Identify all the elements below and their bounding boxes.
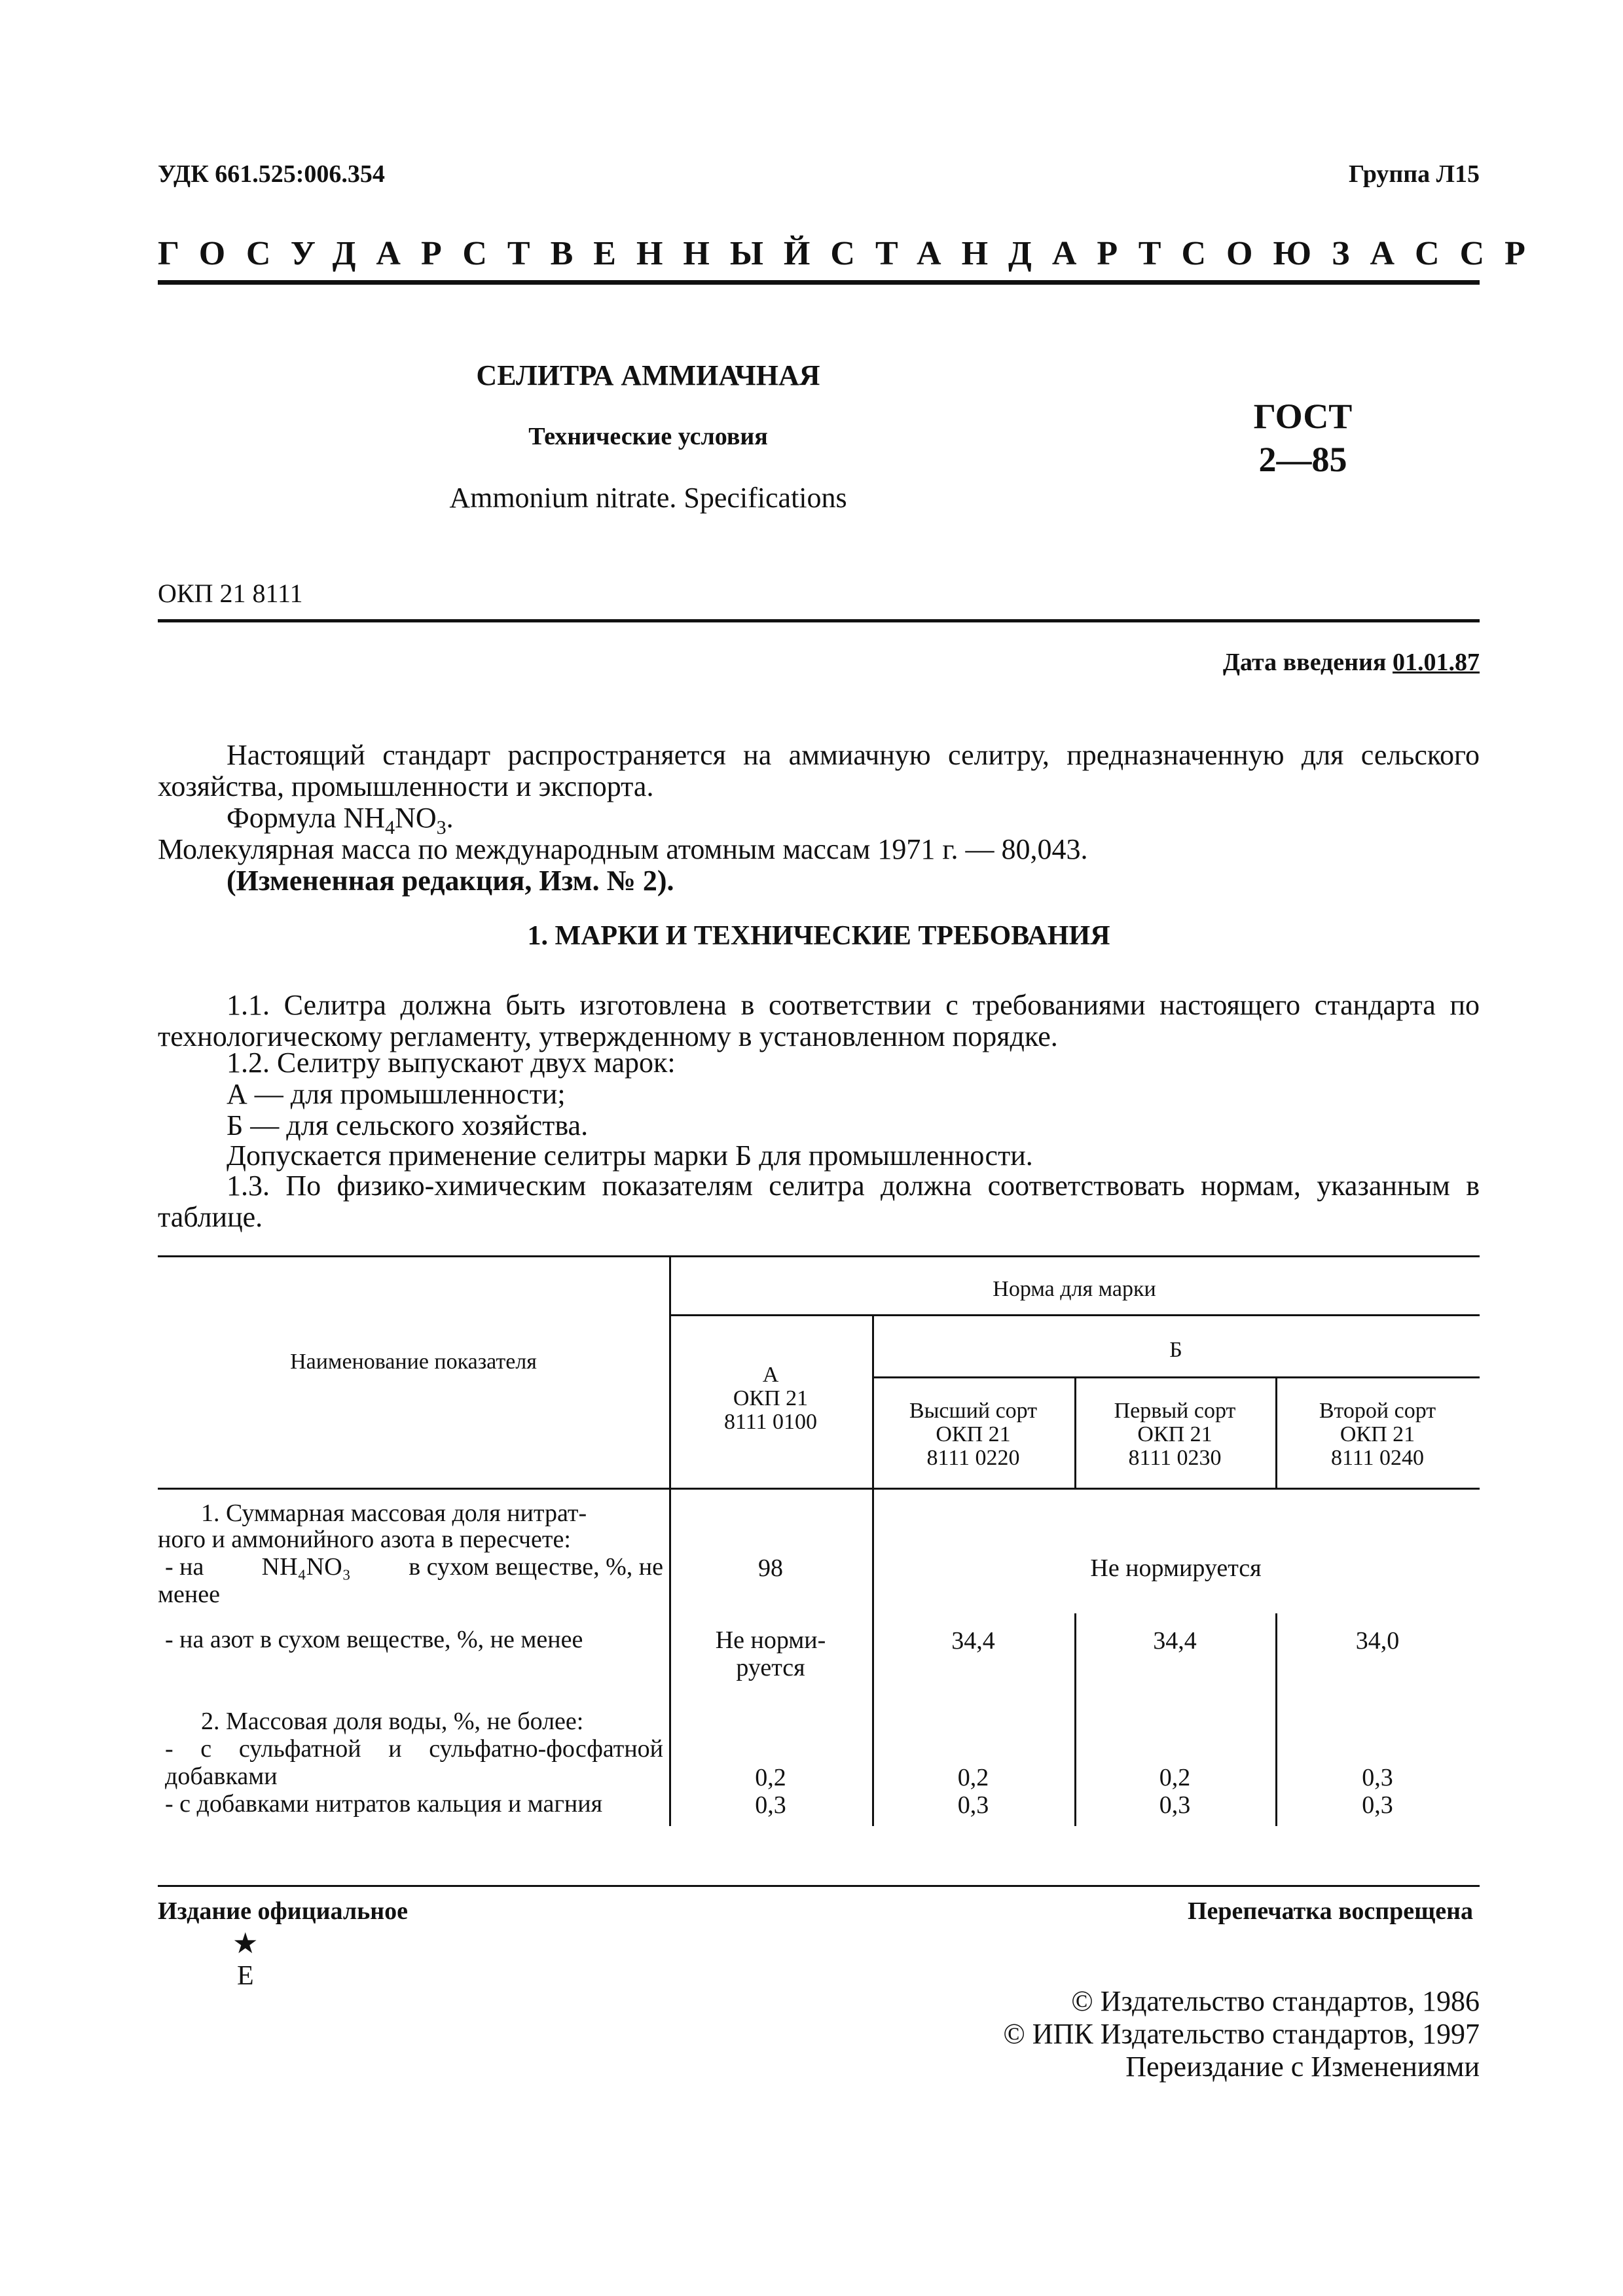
gost-designation <box>1178 395 1427 481</box>
row1a-end: менее <box>158 1581 220 1608</box>
grade-a-header-line: ОКП 21 <box>733 1386 809 1410</box>
clause-1-1: 1.1. Селитра должна быть изготовлена в соответствии с требованиями настоящего стандарта по технологическому регламенту, утвержденному в установленном порядке. <box>158 989 1480 1052</box>
grade-a-header-line: 8111 0100 <box>724 1410 817 1434</box>
grade-a-header-line: А <box>762 1363 779 1387</box>
copyright-1997: © ИПК Издательство стандартов, 1997 <box>1003 2018 1480 2050</box>
row2b-value-a: 0,3 <box>755 1791 786 1819</box>
header-line: Высший сорт <box>909 1399 1038 1423</box>
star-icon: ★ <box>232 1928 259 1960</box>
reprint-prohibited: Перепечатка воспрещена <box>1187 1897 1473 1925</box>
column-header-norm: Норма для марки <box>993 1277 1156 1301</box>
edition-letter: Е <box>237 1961 254 1991</box>
formula-no: NO <box>395 802 437 834</box>
table-top-rule <box>158 1255 1480 1257</box>
row2b-value-first: 0,3 <box>1159 1791 1191 1819</box>
grade-b-second-header <box>1275 1399 1480 1470</box>
footer-rule <box>158 1885 1480 1887</box>
header-line: Второй сорт <box>1319 1399 1436 1423</box>
column-header-name: Наименование показателя <box>290 1350 537 1374</box>
formula-end: . <box>446 802 454 834</box>
value-line: руется <box>736 1654 805 1681</box>
formula-sub-3: 3 <box>436 816 447 838</box>
copyright-1986: © Издательство стандартов, 1986 <box>1071 1985 1480 2017</box>
row1a-label <box>165 1554 663 1580</box>
row2-title: 2. Массовая доля воды, %, не более: <box>201 1708 584 1735</box>
row1b-label: - на азот в сухом веществе, %, не менее <box>165 1626 583 1653</box>
row1b-value-first: 34,4 <box>1153 1627 1197 1655</box>
state-standard-word: СОЮЗА <box>1181 235 1415 272</box>
header-line: ОКП 21 <box>1340 1422 1415 1446</box>
formula-label: Формула <box>227 802 337 834</box>
date-label: Дата введения <box>1222 649 1387 676</box>
document-subtitle: Технические условия <box>528 423 768 450</box>
grade-b-first-header <box>1074 1399 1275 1470</box>
date-value: 01.01.87 <box>1393 649 1480 676</box>
row2a-value-first: 0,2 <box>1159 1764 1191 1791</box>
state-standard-word: ССР <box>1415 235 1546 272</box>
row2b-label: - с добавками нитратов кальция и магния <box>165 1790 603 1818</box>
clause-1-2: 1.2. Селитру выпускают двух марок: <box>227 1047 676 1079</box>
row2a-value-second: 0,3 <box>1362 1764 1393 1791</box>
header-line: 8111 0230 <box>1128 1446 1222 1470</box>
okp-code: ОКП 21 8111 <box>158 579 303 608</box>
grade-a-header <box>669 1363 872 1434</box>
table-vline-name <box>669 1255 671 1826</box>
official-edition: Издание официальное <box>158 1897 409 1925</box>
group-code: Группа Л15 <box>1348 160 1480 188</box>
row2a-label-line2: добавками <box>165 1763 278 1790</box>
amendment-note: (Измененная редакция, Изм. № 2). <box>227 865 674 897</box>
title-rule <box>158 619 1480 622</box>
header-rule <box>158 280 1480 285</box>
formula-sub-4: 4 <box>385 816 395 838</box>
grade-a-text: А — для промышленности; <box>227 1078 566 1110</box>
header-line: 8111 0220 <box>926 1446 1020 1470</box>
row1a-prefix: - на <box>165 1553 204 1581</box>
udk-code: УДК 661.525:006.354 <box>158 160 385 188</box>
grade-b-premium-header <box>872 1399 1074 1470</box>
row2a-value-premium: 0,2 <box>957 1764 989 1791</box>
table-b-rule <box>872 1376 1480 1378</box>
grade-b-header: Б <box>1169 1338 1182 1362</box>
header-line: 8111 0240 <box>1331 1446 1424 1470</box>
molar-mass: Молекулярная масса по международным атомным массам 1971 г. — 80,043. <box>158 833 1088 865</box>
state-standard-word: ГОСУДАРСТВЕННЫЙ <box>158 235 831 272</box>
row2b-value-premium: 0,3 <box>957 1791 989 1819</box>
document-title: СЕЛИТРА АММИАЧНАЯ <box>476 359 820 391</box>
row1b-value-premium: 34,4 <box>951 1627 995 1655</box>
row2a-label-line1: - с сульфатной и сульфатно-фосфатной <box>165 1735 663 1763</box>
header-line: ОКП 21 <box>1137 1422 1213 1446</box>
scope-paragraph: Настоящий стандарт распространяется на аммиачную селитру, предназначенную для сельского хозяйства, промышленности и экспорта. <box>158 739 1480 802</box>
row1-title <box>158 1500 663 1552</box>
clause-1-3: 1.3. По физико-химическим показателям селитра должна соответствовать нормам, указанным в таблице. <box>158 1170 1480 1233</box>
row1b-value-a <box>669 1626 872 1681</box>
row1a-value-a: 98 <box>758 1554 783 1582</box>
row2a-value-a: 0,2 <box>755 1764 786 1791</box>
row1a-formula: NH₄NO₃ <box>261 1553 351 1581</box>
introduction-date <box>1223 648 1480 677</box>
table-norm-rule <box>669 1314 1480 1316</box>
row1b-value-second: 34,0 <box>1355 1627 1400 1655</box>
header-line: Первый сорт <box>1114 1399 1236 1423</box>
document-english-title: Ammonium nitrate. Specifications <box>449 482 847 514</box>
allowed-text: Допускается применение селитры марки Б для промышленности. <box>227 1139 1033 1172</box>
table-header-bottom-rule <box>158 1488 1480 1490</box>
reissue-note: Переиздание с Изменениями <box>1125 2051 1480 2083</box>
row1a-value-b: Не нормируется <box>1090 1554 1262 1582</box>
header-line: ОКП 21 <box>936 1422 1011 1446</box>
gost-number: 2—85 <box>1258 440 1347 479</box>
gost-label: ГОСТ <box>1253 397 1353 436</box>
grade-b-text: Б — для сельского хозяйства. <box>227 1109 589 1141</box>
row1-title-line: 1. Суммарная массовая доля нитрат- <box>201 1499 587 1527</box>
row2b-value-second: 0,3 <box>1362 1791 1393 1819</box>
value-line: Не норми- <box>715 1626 826 1654</box>
section-1-title: 1. МАРКИ И ТЕХНИЧЕСКИЕ ТРЕБОВАНИЯ <box>527 921 1110 951</box>
state-standard-title <box>158 234 1546 273</box>
state-standard-word: СТАНДАРТ <box>830 235 1182 272</box>
row1-title-line: ного и аммонийного азота в пересчете: <box>158 1526 571 1553</box>
row1a-rest: в сухом веществе, %, не <box>409 1553 663 1581</box>
formula-nh: NH <box>343 802 386 834</box>
